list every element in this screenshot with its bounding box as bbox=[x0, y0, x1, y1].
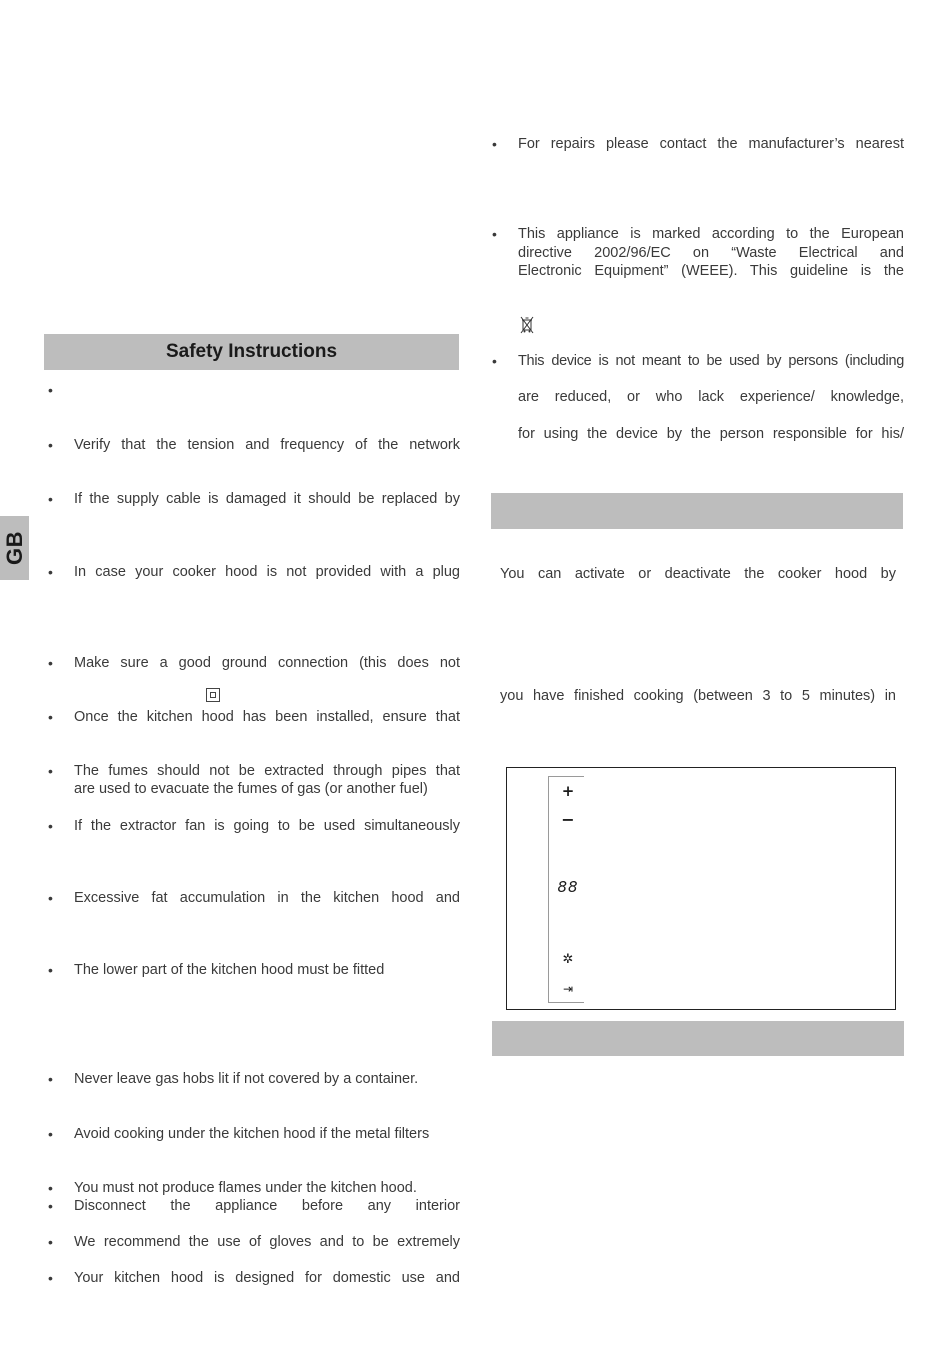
safety-item-text: Make sure a good ground connection (this does not bbox=[74, 655, 460, 671]
weee-crossed-bin-icon bbox=[519, 316, 535, 334]
safety-item-text: The lower part of the kitchen hood must be fitted bbox=[74, 962, 385, 978]
bullet: • bbox=[48, 818, 53, 834]
bullet: • bbox=[48, 1270, 53, 1286]
minus-icon: − bbox=[561, 810, 575, 829]
info-item-text: This appliance is marked according to the European bbox=[518, 226, 904, 242]
bullet: • bbox=[48, 1234, 53, 1250]
info-item-text: for using the device by the person responsible for his/ bbox=[518, 426, 904, 442]
operation-paragraph: You can activate or deactivate the cooker hood by bbox=[500, 566, 896, 582]
safety-item-text: In case your cooker hood is not provided with a plug bbox=[74, 564, 460, 580]
bullet: • bbox=[48, 1198, 53, 1214]
bullet: • bbox=[48, 382, 53, 398]
bullet: • bbox=[48, 1126, 53, 1142]
section-heading-bar bbox=[491, 493, 903, 529]
safety-item-text: Once the kitchen hood has been installed, ensure that bbox=[74, 709, 460, 725]
section-title: Safety Instructions bbox=[165, 341, 338, 362]
safety-item-text: You must not produce flames under the kitchen hood. bbox=[74, 1180, 417, 1196]
segment-display: 88 bbox=[557, 878, 579, 896]
safety-instructions-heading bbox=[44, 334, 459, 370]
bullet: • bbox=[48, 437, 53, 453]
bullet: • bbox=[48, 1180, 53, 1196]
safety-item-text: are used to evacuate the fumes of gas (or another fuel) bbox=[74, 781, 428, 797]
bullet: • bbox=[48, 655, 53, 671]
operation-paragraph: you have finished cooking (between 3 to 5 minutes) in bbox=[500, 688, 896, 704]
language-tab-label: GB bbox=[1, 531, 27, 565]
bullet: • bbox=[48, 564, 53, 580]
safety-item-text: Never leave gas hobs lit if not covered by a container. bbox=[74, 1071, 419, 1087]
section-heading-bar bbox=[492, 1021, 904, 1056]
light-icon: ✲ bbox=[562, 952, 574, 967]
timer-icon: ⇥ bbox=[562, 982, 574, 996]
safety-item-text: If the extractor fan is going to be used simultaneously bbox=[74, 818, 460, 834]
plus-icon: + bbox=[561, 782, 575, 800]
safety-item-text: Excessive fat accumulation in the kitchen hood and bbox=[74, 890, 460, 906]
bullet: • bbox=[48, 1071, 53, 1087]
bullet: • bbox=[48, 763, 53, 779]
bullet: • bbox=[48, 962, 53, 978]
safety-item-text: We recommend the use of gloves and to be extremely bbox=[74, 1234, 460, 1250]
bullet: • bbox=[48, 709, 53, 725]
bullet: • bbox=[492, 353, 497, 369]
safety-item-text: Avoid cooking under the kitchen hood if the metal filters bbox=[74, 1126, 430, 1142]
info-item-text: This device is not meant to be used by persons (including bbox=[518, 353, 904, 369]
safety-item-text: Your kitchen hood is designed for domestic use and bbox=[74, 1270, 460, 1286]
safety-item-text: The fumes should not be extracted through pipes that bbox=[74, 763, 460, 779]
language-tab bbox=[0, 516, 29, 580]
bullet: • bbox=[492, 226, 497, 242]
bullet: • bbox=[492, 136, 497, 152]
info-item-text: For repairs please contact the manufacturer’s nearest bbox=[518, 136, 904, 152]
bullet: • bbox=[48, 890, 53, 906]
bullet: • bbox=[48, 491, 53, 507]
safety-item-text: Disconnect the appliance before any interior bbox=[74, 1198, 460, 1214]
info-item-text: Electronic Equipment” (WEEE). This guideline is the bbox=[518, 263, 904, 279]
safety-item-text: Verify that the tension and frequency of the network bbox=[74, 437, 460, 453]
info-item-text: directive 2002/96/EC on “Waste Electrical and bbox=[518, 245, 904, 261]
safety-item-text: If the supply cable is damaged it should be replaced by bbox=[74, 491, 460, 507]
info-item-text: are reduced, or who lack experience/ knowledge, bbox=[518, 389, 904, 405]
class-ii-symbol-icon bbox=[206, 688, 220, 702]
